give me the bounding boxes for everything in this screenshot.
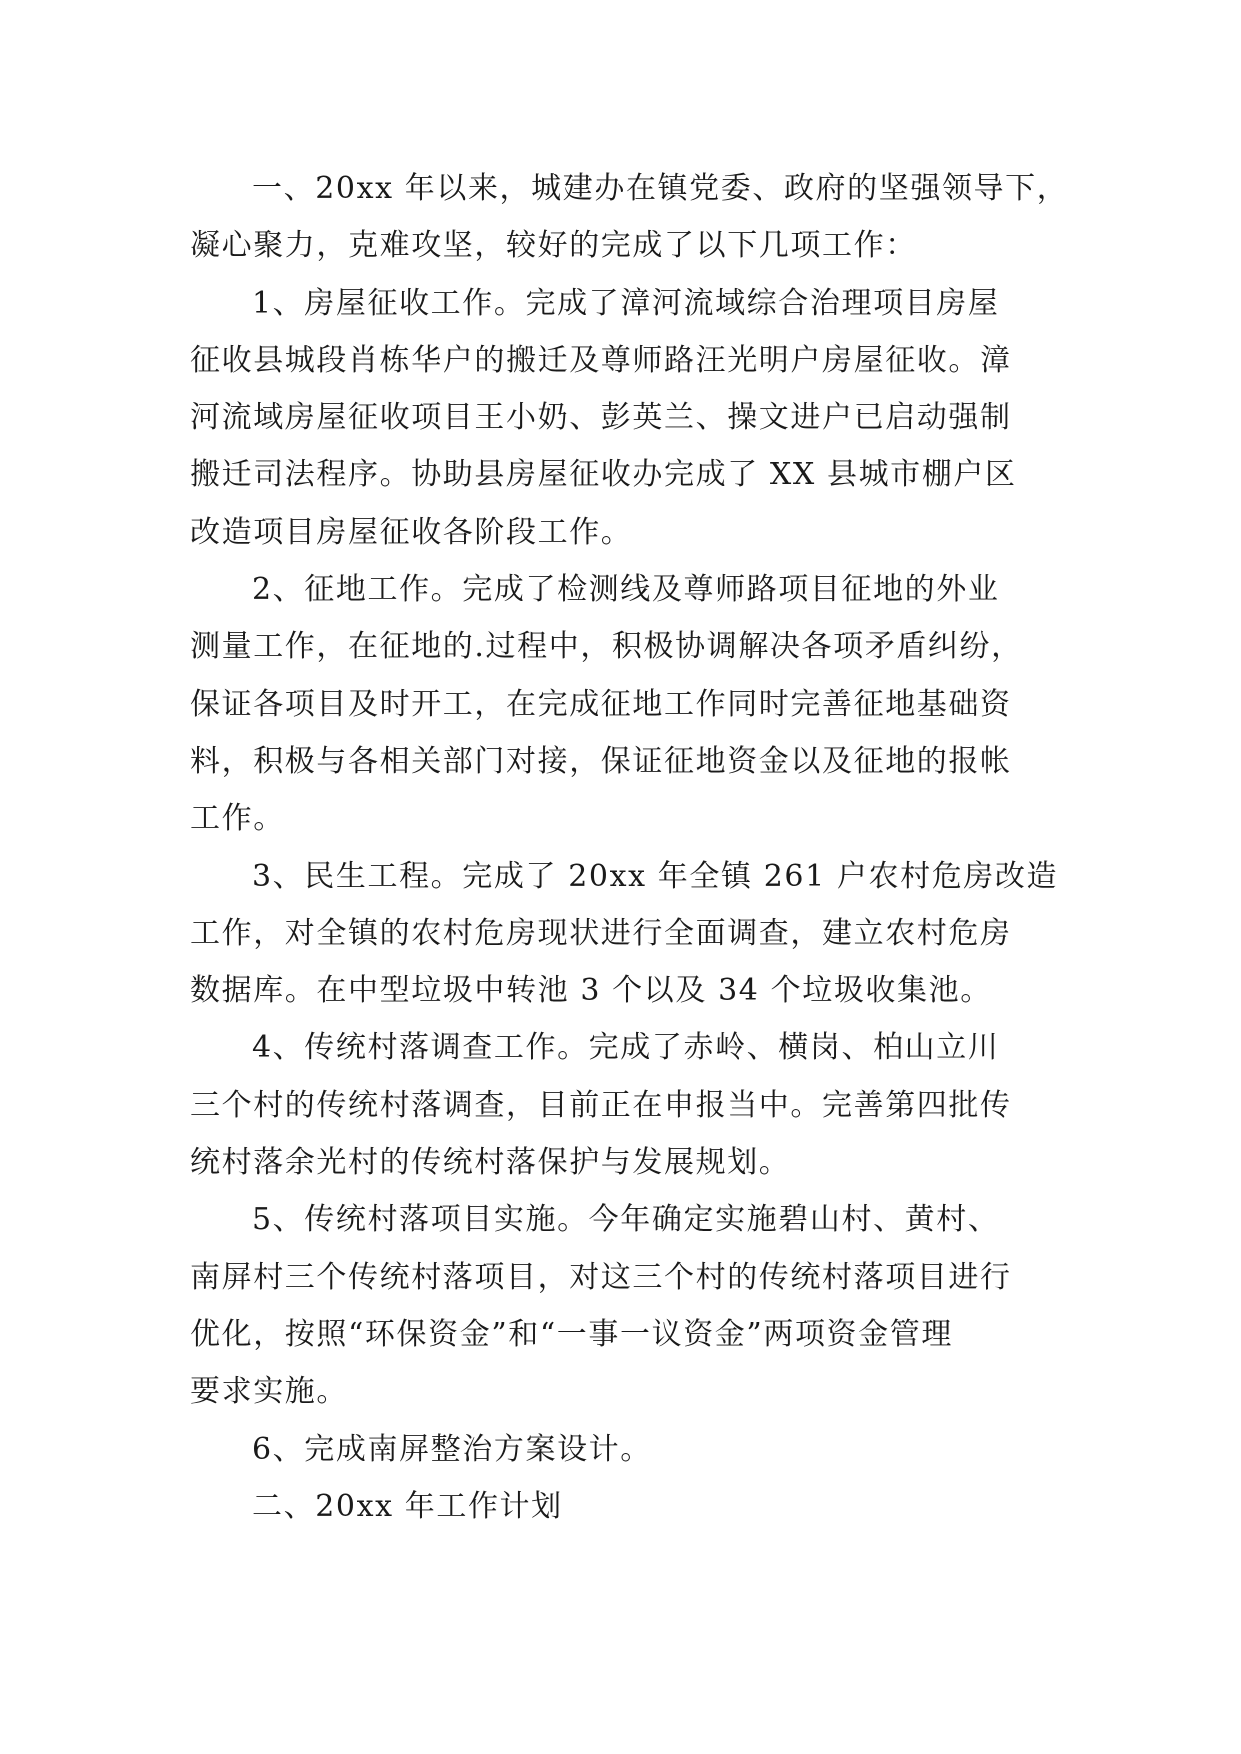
text-line: 二、20xx 年工作计划 [252,1488,563,1524]
text-line: 工作，对全镇的农村危房现状进行全面调查，建立农村危房 [190,915,1012,951]
text-line: 优化，按照“环保资金”和“一事一议资金”两项资金管理 [190,1316,953,1352]
text-line: 一、20xx 年以来，城建办在镇党委、政府的坚强领导下， [252,171,1069,206]
paragraph-item-3 [190,848,1080,1020]
section-heading-plan [190,1478,1080,1535]
text-line: 三个村的传统村落调查，目前正在申报当中。完善第四批传 [190,1087,1012,1123]
paragraph-item-5 [190,1191,1080,1420]
paragraph-item-1 [190,275,1080,561]
text-line: 要求实施。 [190,1374,348,1410]
text-line: 料，积极与各相关部门对接，保证征地资金以及征地的报帐 [190,743,1012,779]
text-line: 凝心聚力，克难攻坚，较好的完成了以下几项工作： [190,228,917,264]
paragraph-item-2 [190,561,1080,847]
text-line: 4、传统村落调查工作。完成了赤岭、横岗、柏山立川 [252,1030,1000,1066]
paragraph-intro [190,160,1080,275]
text-line: 统村落余光村的传统村落保护与发展规划。 [190,1145,791,1181]
text-line: 6、完成南屏整治方案设计。 [252,1431,652,1467]
text-line: 征收县城段肖栋华户的搬迁及尊师路汪光明户房屋征收。漳 [190,342,1012,378]
text-line: 2、征地工作。完成了检测线及尊师路项目征地的外业 [252,572,1000,608]
text-line: 南屏村三个传统村落项目，对这三个村的传统村落项目进行 [190,1259,1012,1295]
paragraph-item-4 [190,1019,1080,1191]
text-line: 1、房屋征收工作。完成了漳河流域综合治理项目房屋 [252,285,1000,321]
text-line: 保证各项目及时开工，在完成征地工作同时完善征地基础资 [190,686,1012,722]
text-line: 测量工作，在征地的.过程中，积极协调解决各项矛盾纠纷， [190,629,1023,665]
text-line: 改造项目房屋征收各阶段工作。 [190,514,633,550]
text-line: 5、传统村落项目实施。今年确定实施碧山村、黄村、 [252,1202,1000,1238]
text-line: 3、民生工程。完成了 20xx 年全镇 261 户农村危房改造 [252,858,1059,894]
text-line: 搬迁司法程序。协助县房屋征收办完成了 XX 县城市棚户区 [190,457,1017,493]
text-line: 河流域房屋征收项目王小奶、彭英兰、操文进户已启动强制 [190,400,1012,436]
text-line: 工作。 [190,801,285,837]
document-body [190,160,1080,1535]
paragraph-item-6 [190,1421,1080,1478]
text-line: 数据库。在中型垃圾中转池 3 个以及 34 个垃圾收集池。 [190,973,992,1009]
